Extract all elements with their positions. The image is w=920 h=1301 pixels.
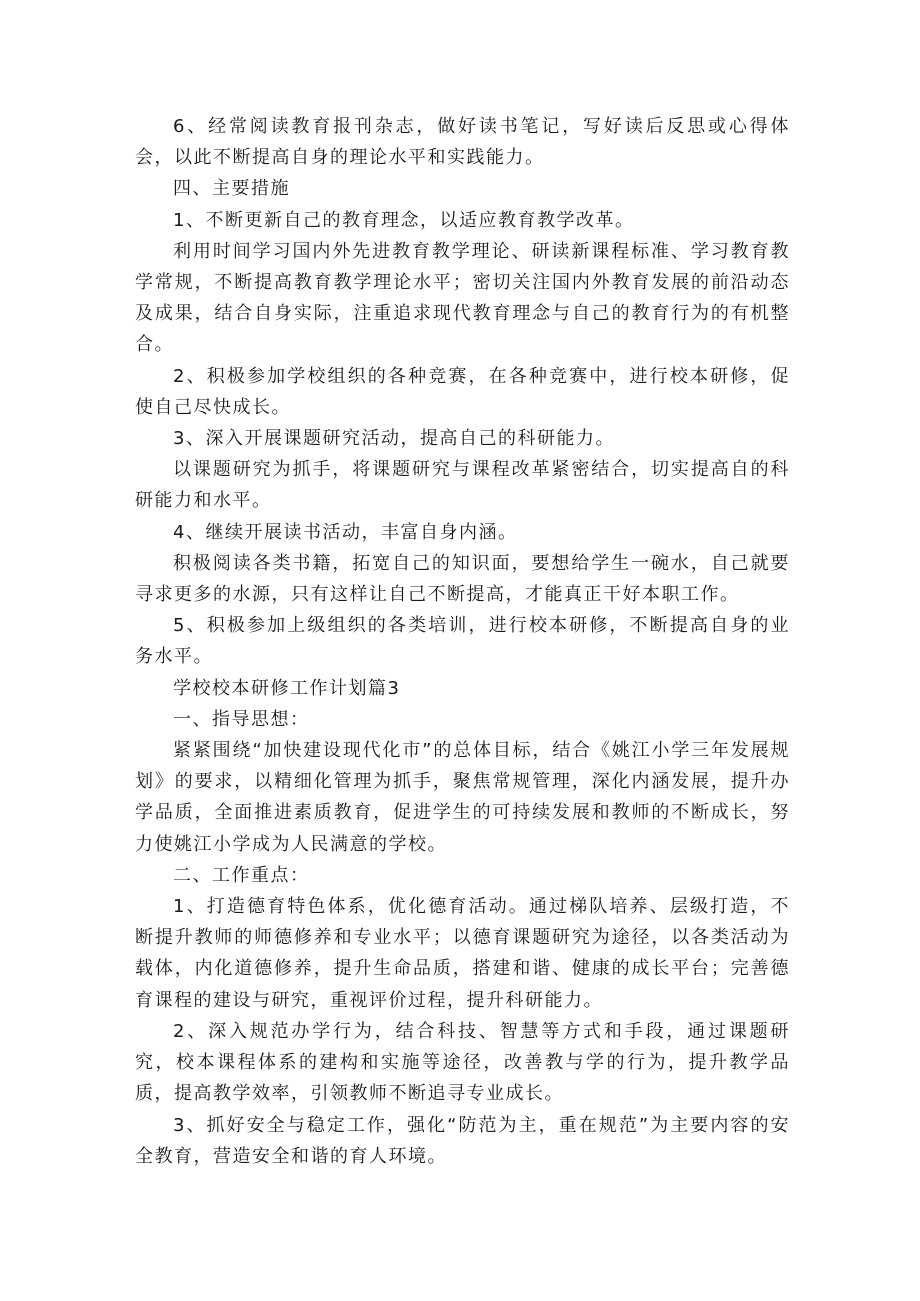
plan-title-part-3: 学校校本研修工作计划篇3	[173, 677, 401, 699]
measure-2: 2、积极参加学校组织的各种竞赛，在各种竞赛中，进行校本研修，促使自己尽快成长。	[135, 365, 790, 418]
work-focus-3: 3、抓好安全与稳定工作，强化“防范为主，重在规范”为主要内容的安全教育，营造安全和谐的育人环境。	[135, 1114, 790, 1167]
guiding-ideology-body: 紧紧围绕“加快建设现代化市”的总体目标，结合《姚江小学三年发展规划》的要求，以精细化管理为抓手，聚焦常规管理，深化内涵发展，提升办学品质，全面推进素质教育，促进学生的可持续发展和教师的不断成长，努力使姚江小学成为人民满意的学校。	[135, 740, 790, 855]
measure-3-heading: 3、深入开展课题研究活动，提高自己的科研能力。	[173, 428, 615, 450]
document-body	[135, 111, 790, 1172]
section-heading-guiding-ideology: 一、指导思想：	[173, 708, 310, 730]
measure-1-body: 利用时间学习国内外先进教育教学理论、研读新课程标准、学习教育教学常规，不断提高教育教学理论水平；密切关注国内外教育发展的前沿动态及成果，结合自身实际，注重追求现代教育理念与自己的教育行为的有机整合。	[135, 240, 790, 356]
measure-5: 5、积极参加上级组织的各类培训，进行校本研修，不断提高自身的业务水平。	[135, 615, 790, 668]
work-focus-1: 1、打造德育特色体系，优化德育活动。通过梯队培养、层级打造，不断提升教师的师德修养和专业水平；以德育课题研究为途径，以各类活动为载体，内化道德修养，提升生命品质，搭建和谐、健康的成长平台；完善德育课程的建设与研究，重视评价过程，提升科研能力。	[135, 896, 790, 1011]
measure-1-heading: 1、不断更新自己的教育理念，以适应教育教学改革。	[173, 209, 635, 231]
measure-4-heading: 4、继续开展读书活动，丰富自身内涵。	[173, 521, 518, 543]
measure-4-body: 积极阅读各类书籍，拓宽自己的知识面，要想给学生一碗水，自己就要寻求更多的水源，只有这样让自己不断提高，才能真正干好本职工作。	[135, 552, 790, 606]
paragraph-item-6: 6、经常阅读教育报刊杂志，做好读书笔记，写好读后反思或心得体会，以此不断提高自身的理论水平和实践能力。	[135, 116, 790, 169]
measure-3-body: 以课题研究为抓手，将课题研究与课程改革紧密结合，切实提高自的科研能力和水平。	[135, 459, 790, 512]
work-focus-2: 2、深入规范办学行为，结合科技、智慧等方式和手段，通过课题研究，校本课程体系的建构和实施等途径，改善教与学的行为，提升教学品质，提高教学效率，引领教师不断追寻专业成长。	[135, 1020, 790, 1105]
section-heading-measures: 四、主要措施	[173, 178, 290, 200]
section-heading-work-focus: 二、工作重点：	[173, 864, 310, 886]
